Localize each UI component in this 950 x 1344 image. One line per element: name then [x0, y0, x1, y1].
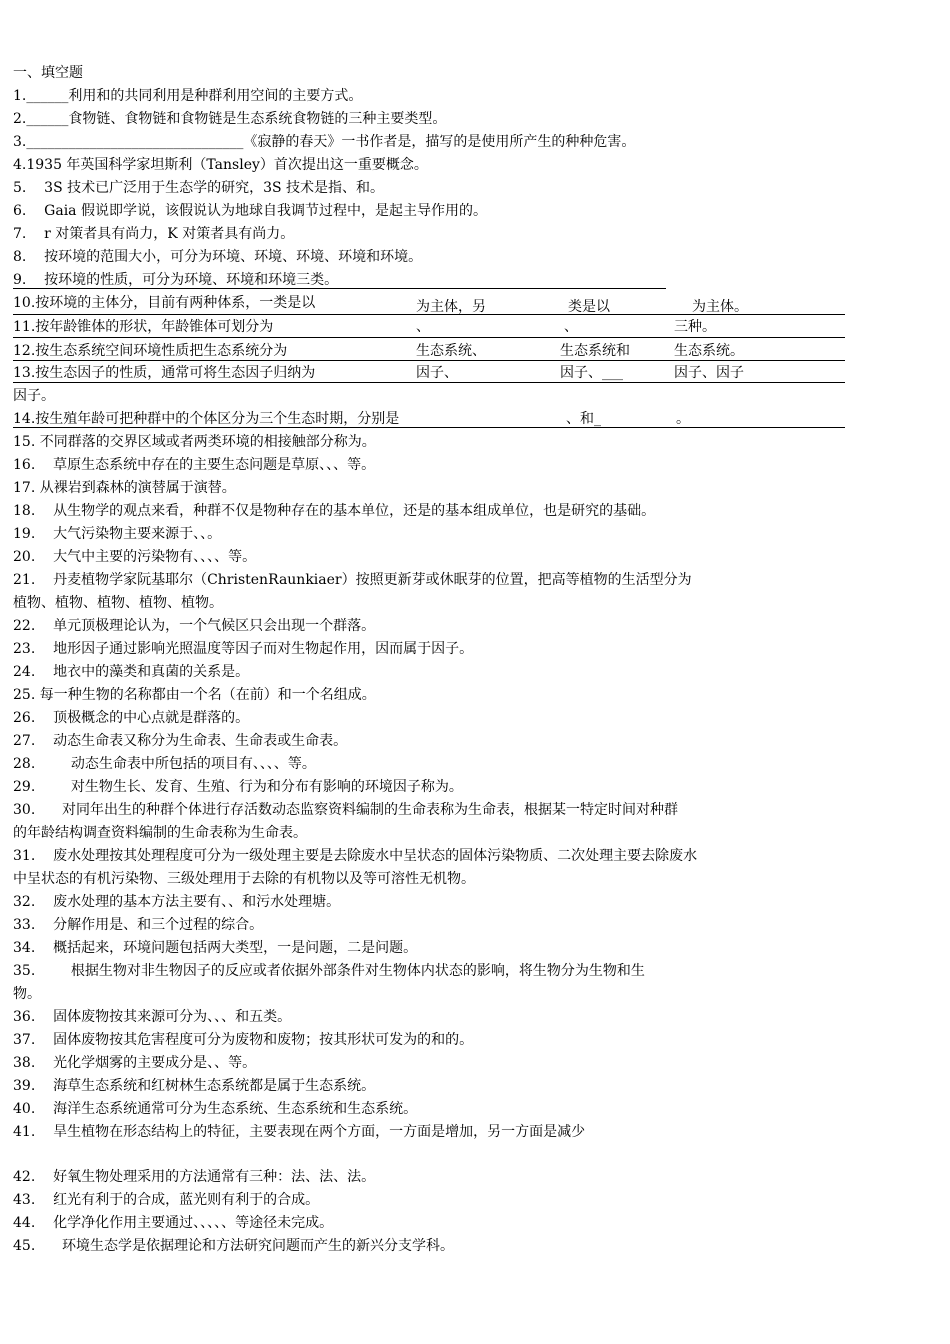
question-9: 9. 按环境的性质，可分为环境、环境和环境三类。 — [13, 272, 339, 288]
question-40: 40. 海洋生态系统通常可分为生态系统、生态系统和生态系统。 — [13, 1101, 418, 1117]
question-42: 42. 好氧生物处理采用的方法通常有三种：法、法、法。 — [13, 1169, 376, 1185]
question-12-part-4: 生态系统。 — [674, 343, 744, 359]
question-22: 22. 单元顶极理论认为，一个气候区只会出现一个群落。 — [13, 618, 376, 634]
question-10-part-1: 10.按环境的主体分，目前有两种体系，一类是以 — [13, 295, 316, 311]
question-21-line-1: 21. 丹麦植物学家阮基耶尔（ChristenRaunkiaer）按照更新芽或休眠芽的位置，把高等植物的生活型分为 — [13, 572, 692, 588]
question-13-part-2: 因子、 — [416, 365, 458, 381]
question-23: 23. 地形因子通过影响光照温度等因子而对生物起作用，因而属于因子。 — [13, 641, 474, 657]
question-12-part-3: 生态系统和 — [560, 343, 630, 359]
question-11-part-1: 11.按年龄锥体的形状，年龄锥体可划分为 — [13, 319, 274, 335]
question-26: 26. 顶极概念的中心点就是群落的。 — [13, 710, 250, 726]
question-15: 15. 不同群落的交界区域或者两类环境的相接触部分称为。 — [13, 434, 376, 450]
question-18: 18. 从生物学的观点来看，种群不仅是物种存在的基本单位，还是的基本组成单位，也是研究的基础。 — [13, 503, 656, 519]
question-45: 45. 环境生态学是依据理论和方法研究问题而产生的新兴分支学科。 — [13, 1238, 454, 1254]
question-34: 34. 概括起来，环境问题包括两大类型，一是问题，二是问题。 — [13, 940, 418, 956]
question-31-line-1: 31. 废水处理按其处理程度可分为一级处理主要是去除废水中呈状态的固体污染物质、二次处理主要去除废水 — [13, 848, 698, 864]
question-7: 7. r 对策者具有尚力，K 对策者具有尚力。 — [13, 226, 295, 242]
question-32: 32. 废水处理的基本方法主要有、、和污水处理塘。 — [13, 894, 341, 910]
question-1: 1.______利用和的共同利用是种群利用空间的主要方式。 — [13, 88, 363, 104]
question-12-part-2: 生态系统、 — [416, 343, 486, 359]
question-21-line-2: 植物、植物、植物、植物、植物。 — [13, 595, 223, 611]
question-6: 6. Gaia 假说即学说，该假说认为地球自我调节过程中，是起主导作用的。 — [13, 203, 487, 219]
question-8: 8. 按环境的范围大小，可分为环境、环境、环境、环境和环境。 — [13, 249, 423, 265]
question-13-part-1: 13.按生态因子的性质，通常可将生态因子归纳为 — [13, 365, 316, 381]
question-11-part-3: 、 — [564, 319, 578, 335]
underline — [13, 314, 845, 315]
question-31-line-2: 中呈状态的有机污染物、三级处理用于去除的有机物以及等可溶性无机物。 — [13, 871, 475, 887]
question-14-part-2: 、和_ — [566, 411, 601, 427]
underline — [13, 288, 666, 289]
question-24: 24. 地衣中的藻类和真菌的关系是。 — [13, 664, 250, 680]
question-4: 4.1935 年英国科学家坦斯利（Tansley）首次提出这一重要概念。 — [13, 157, 428, 173]
question-19: 19. 大气污染物主要来源于、、。 — [13, 526, 222, 542]
question-30-line-1: 30. 对同年出生的种群个体进行存活数动态监察资料编制的生命表称为生命表，根据某一特定时间对种群 — [13, 802, 678, 818]
question-2: 2.______食物链、食物链和食物链是生态系统食物链的三种主要类型。 — [13, 111, 447, 127]
question-17: 17. 从裸岩到森林的演替属于演替。 — [13, 480, 236, 496]
question-27: 27. 动态生命表又称分为生命表、生命表或生命表。 — [13, 733, 348, 749]
question-36: 36. 固体废物按其来源可分为、、、和五类。 — [13, 1009, 292, 1025]
question-13-part-5: 因子。 — [13, 388, 55, 404]
question-35-line-1: 35. 根据生物对非生物因子的反应或者依据外部条件对生物体内状态的影响，将生物分为生物和生 — [13, 963, 645, 979]
underline — [13, 337, 845, 338]
question-29: 29. 对生物生长、发育、生殖、行为和分布有影响的环境因子称为。 — [13, 779, 463, 795]
question-11-part-4: 三种。 — [674, 319, 716, 335]
question-13-part-4: 因子、因子 — [674, 365, 744, 381]
question-14-part-1: 14.按生殖年龄可把种群中的个体区分为三个生态时期，分别是 — [13, 411, 400, 427]
question-10-part-2: 为主体，另 — [416, 299, 486, 315]
question-37: 37. 固体废物按其危害程度可分为废物和废物；按其形状可发为的和的。 — [13, 1032, 474, 1048]
question-39: 39. 海草生态系统和红树林生态系统都是属于生态系统。 — [13, 1078, 376, 1094]
question-5: 5. 3S 技术已广泛用于生态学的研究，3S 技术是指、和。 — [13, 180, 385, 196]
question-20: 20. 大气中主要的污染物有、、、、等。 — [13, 549, 257, 565]
question-11-part-2: 、 — [416, 319, 430, 335]
underline — [13, 382, 845, 383]
question-13-part-3: 因子、___ — [560, 365, 623, 381]
underline — [13, 427, 845, 428]
question-35-line-2: 物。 — [13, 986, 41, 1002]
question-43: 43. 红光有利于的合成，蓝光则有利于的合成。 — [13, 1192, 320, 1208]
question-33: 33. 分解作用是、和三个过程的综合。 — [13, 917, 264, 933]
section-heading: 一、填空题 — [13, 65, 83, 81]
question-38: 38. 光化学烟雾的主要成分是、、等。 — [13, 1055, 257, 1071]
underline — [13, 360, 845, 361]
question-12-part-1: 12.按生态系统空间环境性质把生态系统分为 — [13, 343, 288, 359]
question-41: 41. 旱生植物在形态结构上的特征，主要表现在两个方面，一方面是增加，另一方面是减少 — [13, 1124, 586, 1140]
question-10-part-3: 类是以 — [568, 299, 610, 315]
question-3: 3._______________________________《寂静的春天》一书作者是，描写的是使用所产生的种种危害。 — [13, 134, 636, 150]
question-30-line-2: 的年龄结构调查资料编制的生命表称为生命表。 — [13, 825, 307, 841]
question-14-part-3: 。 — [676, 411, 690, 427]
question-25: 25. 每一种生物的名称都由一个名（在前）和一个名组成。 — [13, 687, 376, 703]
question-44: 44. 化学净化作用主要通过、、、、、等途径未完成。 — [13, 1215, 334, 1231]
question-16: 16. 草原生态系统中存在的主要生态问题是草原、、、等。 — [13, 457, 376, 473]
question-28: 28. 动态生命表中所包括的项目有、、、、等。 — [13, 756, 316, 772]
question-10-part-4: 为主体。 — [692, 299, 748, 315]
